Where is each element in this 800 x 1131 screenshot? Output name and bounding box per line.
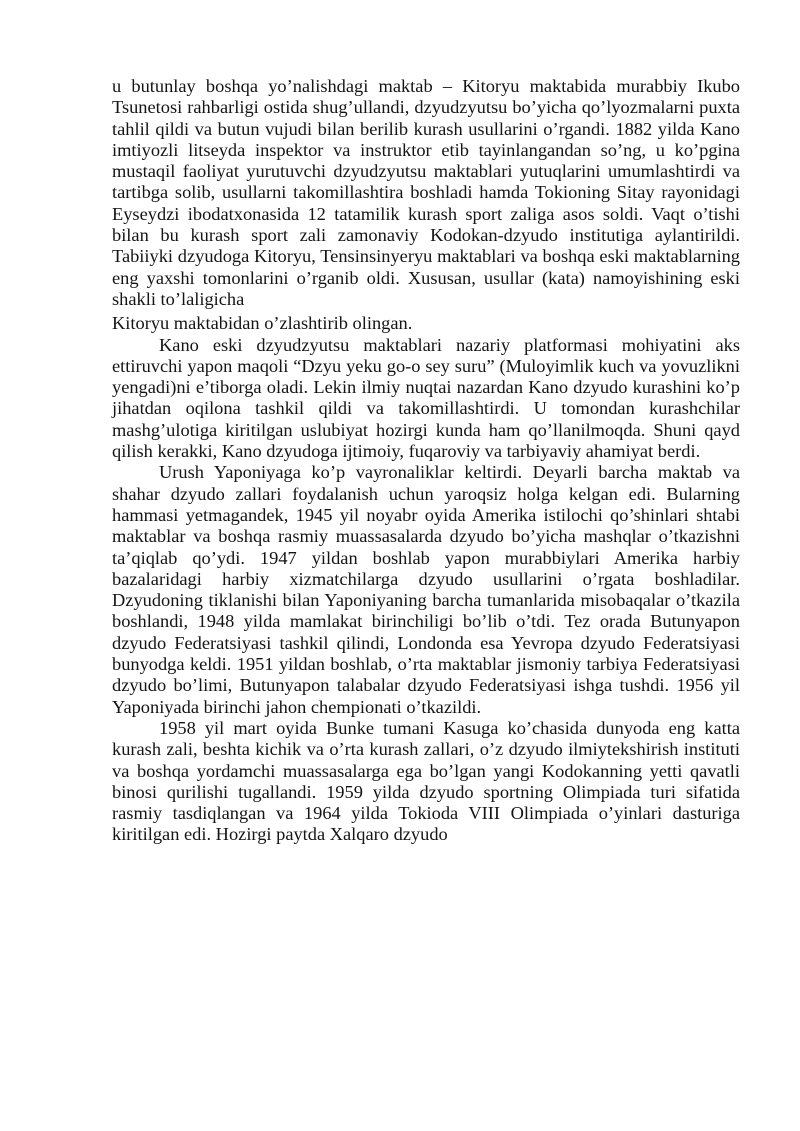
paragraph-war-period: Urush Yaponiyaga ko’p vayronaliklar keltirdi. Deyarli barcha maktab va shahar dzyudo zallari foydalanish uchun yaroqsiz holga kelgan edi. Bularning hammasi yetmagandek, 1945 yil noyabr oyida Amerika istilochi qo’shinlari shtabi maktablar va boshqa rasmiy muassasalarda dzyudo bo’yicha mashqlar o’tkazishni ta’qiqlab qo’ydi. 1947 yildan boshlab yapon murabbiylari Amerika harbiy bazalaridagi harbiy xizmatchilarga dzyudo usullarini o’rgata boshladilar. Dzyudoning tiklanishi bilan Yaponiyaning barcha tumanlarida misobaqalar o’tkazila boshlandi, 1948 yilda mamlakat birinchiligi bo’lib o’tdi. Tez orada Butunyapon dzyudo Federatsiyasi tashkil qilindi, Londonda esa Yevropa dzyudo Federatsiyasi bunyodga keldi. 1951 yildan boshlab, o’rta maktablar jismoniy tarbiya Federatsiyasi dzyudo bo’limi, Butunyapon talabalar dzyudo Federatsiyasi ishga tushdi. 1956 yil Yaponiyada birinchi jahon chempionati o’tkazildi. [112,462,740,717]
paragraph-kitoryu-borrowed: Kitoryu maktabidan o’zlashtirib olingan. [112,313,413,334]
paragraph-kodokan-building: 1958 yil mart oyida Bunke tumani Kasuga ko’chasida dunyoda eng katta kurash zali, beshta kichik va o’rta kurash zallari, o’z dzyudo ilmiytekshirish instituti va boshqa yordamchi muassasalarga ega bo’lgan yangi Kodokanning yetti qavatli binosi qurilishi tugallandi. 1959 yilda dzyudo sportning Olimpiada turi sifatida rasmiy tasdiqlangan va 1964 yilda Tokioda VIII Olimpiada o’yinlari dasturiga kiritilgan edi. Hozirgi paytda Xalqaro dzyudo [112,717,740,845]
document-page [112,76,740,846]
paragraph-kano-proverb: Kano eski dzyudzyutsu maktablari nazariy platformasi mohiyatini aks ettiruvchi yapon maqoli “Dzyu yeku go-o sey suru” (Muloyimlik kuch va yovuzlikni yengadi)ni e’tiborga oladi. Lekin ilmiy nuqtai nazardan Kano dzyudo kurashini ko’p jihatdan oqilona tashkil qildi va takomillashtirdi. U tomondan kurashchilar mashg’ulotiga kiritilgan uslubiyat hozirgi kunda ham qo’llanilmoqda. Shuni qayd qilish kerakki, Kano dzyudoga ijtimoiy, fuqaroviy va tarbiyaviy ahamiyat berdi. [112,334,740,462]
paragraph-kitoryu-history: u butunlay boshqa yo’nalishdagi maktab – Kitoryu maktabida murabbiy Ikubo Tsunetosi rahbarligi ostida shug’ullandi, dzyudzyutsu bo’yicha qo’lyozmalarni puxta tahlil qildi va butun vujudi bilan berilib kurash usullarini o’rgandi. 1882 yilda Kano imtiyozli litseyda inspektor va instruktor etib tayinlangandan so’ng, u ko’pgina mustaqil faoliyat yurutuvchi dzyudzyutsu maktablari yutuqlarini umumlashtirdi va tartibga solib, usullarni takomillashtira boshladi hamda Tokioning Sitay rayonidagi Eyseydzi ibodatxonasida 12 tatamilik kurash sport zaliga asos soldi. Vaqt o’tishi bilan bu kurash sport zali zamonaviy Kodokan-dzyudo institutiga aylantirildi. Tabiiyki dzyudoga Kitoryu, Tensinsinyeryu maktablari va boshqa eski maktablarning eng yaxshi tomonlarini o’rganib oldi. Xususan, usullar (kata) namoyishining eski shakli to’laligicha [112,76,740,309]
